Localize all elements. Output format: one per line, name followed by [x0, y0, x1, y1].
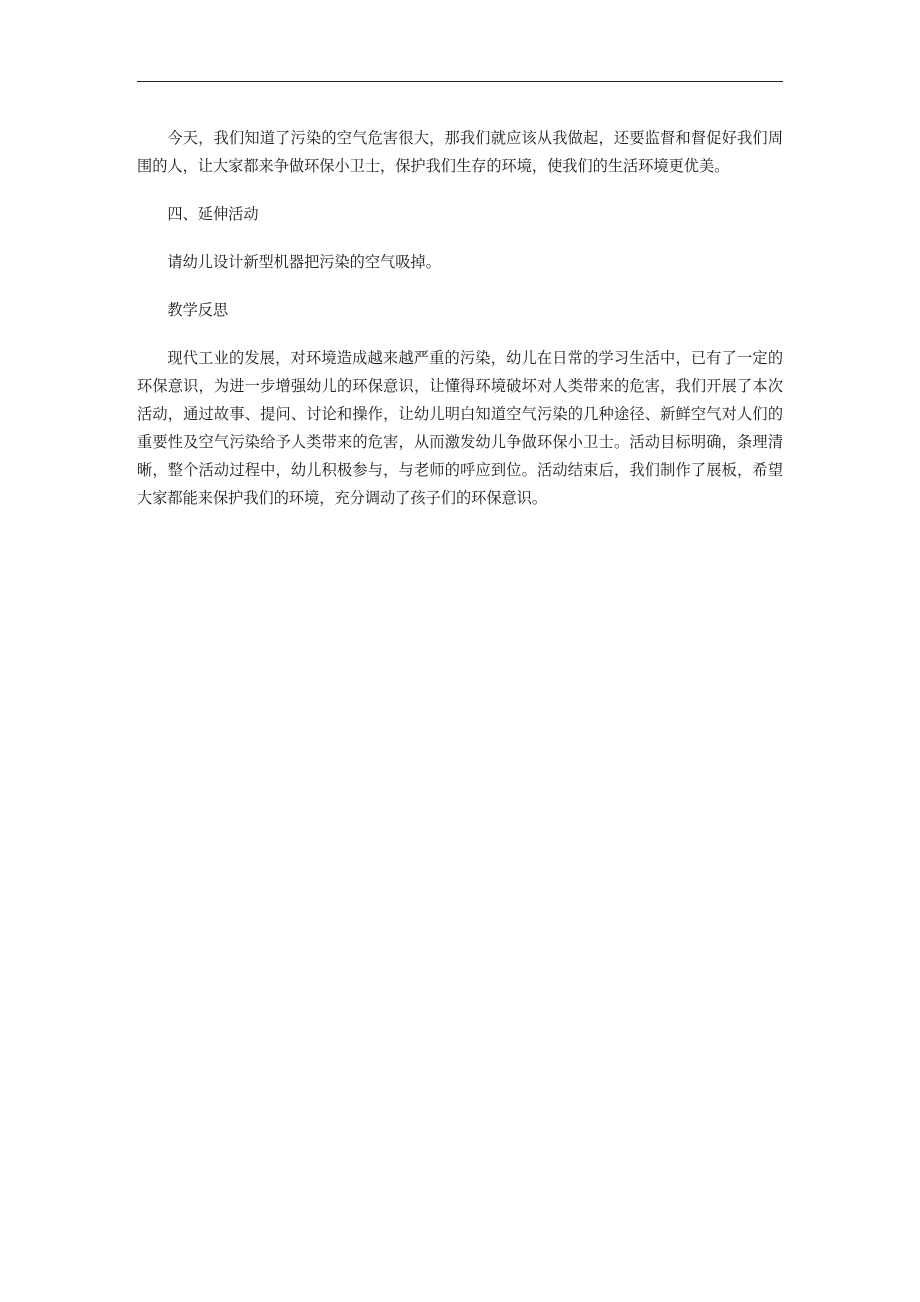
section-heading-reflection: 教学反思 [167, 301, 229, 319]
paragraph-reflection: 现代工业的发展，对环境造成越来越严重的污染，幼儿在日常的学习生活中，已有了一定的环保意识，为进一步增强幼儿的环保意识，让懂得环境破坏对人类带来的危害，我们开展了本次活动，通过故事、提问、讨论和操作，让幼儿明白知道空气污染的几种途径、新鲜空气对人们的重要性及空气污染给予人类带来的危害，从而激发幼儿争做环保小卫士。活动目标明确，条理清晰，整个活动过程中，幼儿积极参与，与老师的呼应到位。活动结束后，我们制作了展板，希望大家都能来保护我们的环境，充分调动了孩子们的环保意识。 [137, 349, 783, 507]
document-body [137, 124, 783, 512]
paragraph-conclusion: 今天，我们知道了污染的空气危害很大，那我们就应该从我做起，还要监督和督促好我们周围的人，让大家都来争做环保小卫士，保护我们生存的环境，使我们的生活环境更优美。 [137, 129, 783, 175]
section-heading-extension: 四、延伸活动 [167, 205, 259, 223]
header-rule [137, 81, 783, 82]
paragraph-extension-activity: 请幼儿设计新型机器把污染的空气吸掉。 [167, 253, 441, 271]
